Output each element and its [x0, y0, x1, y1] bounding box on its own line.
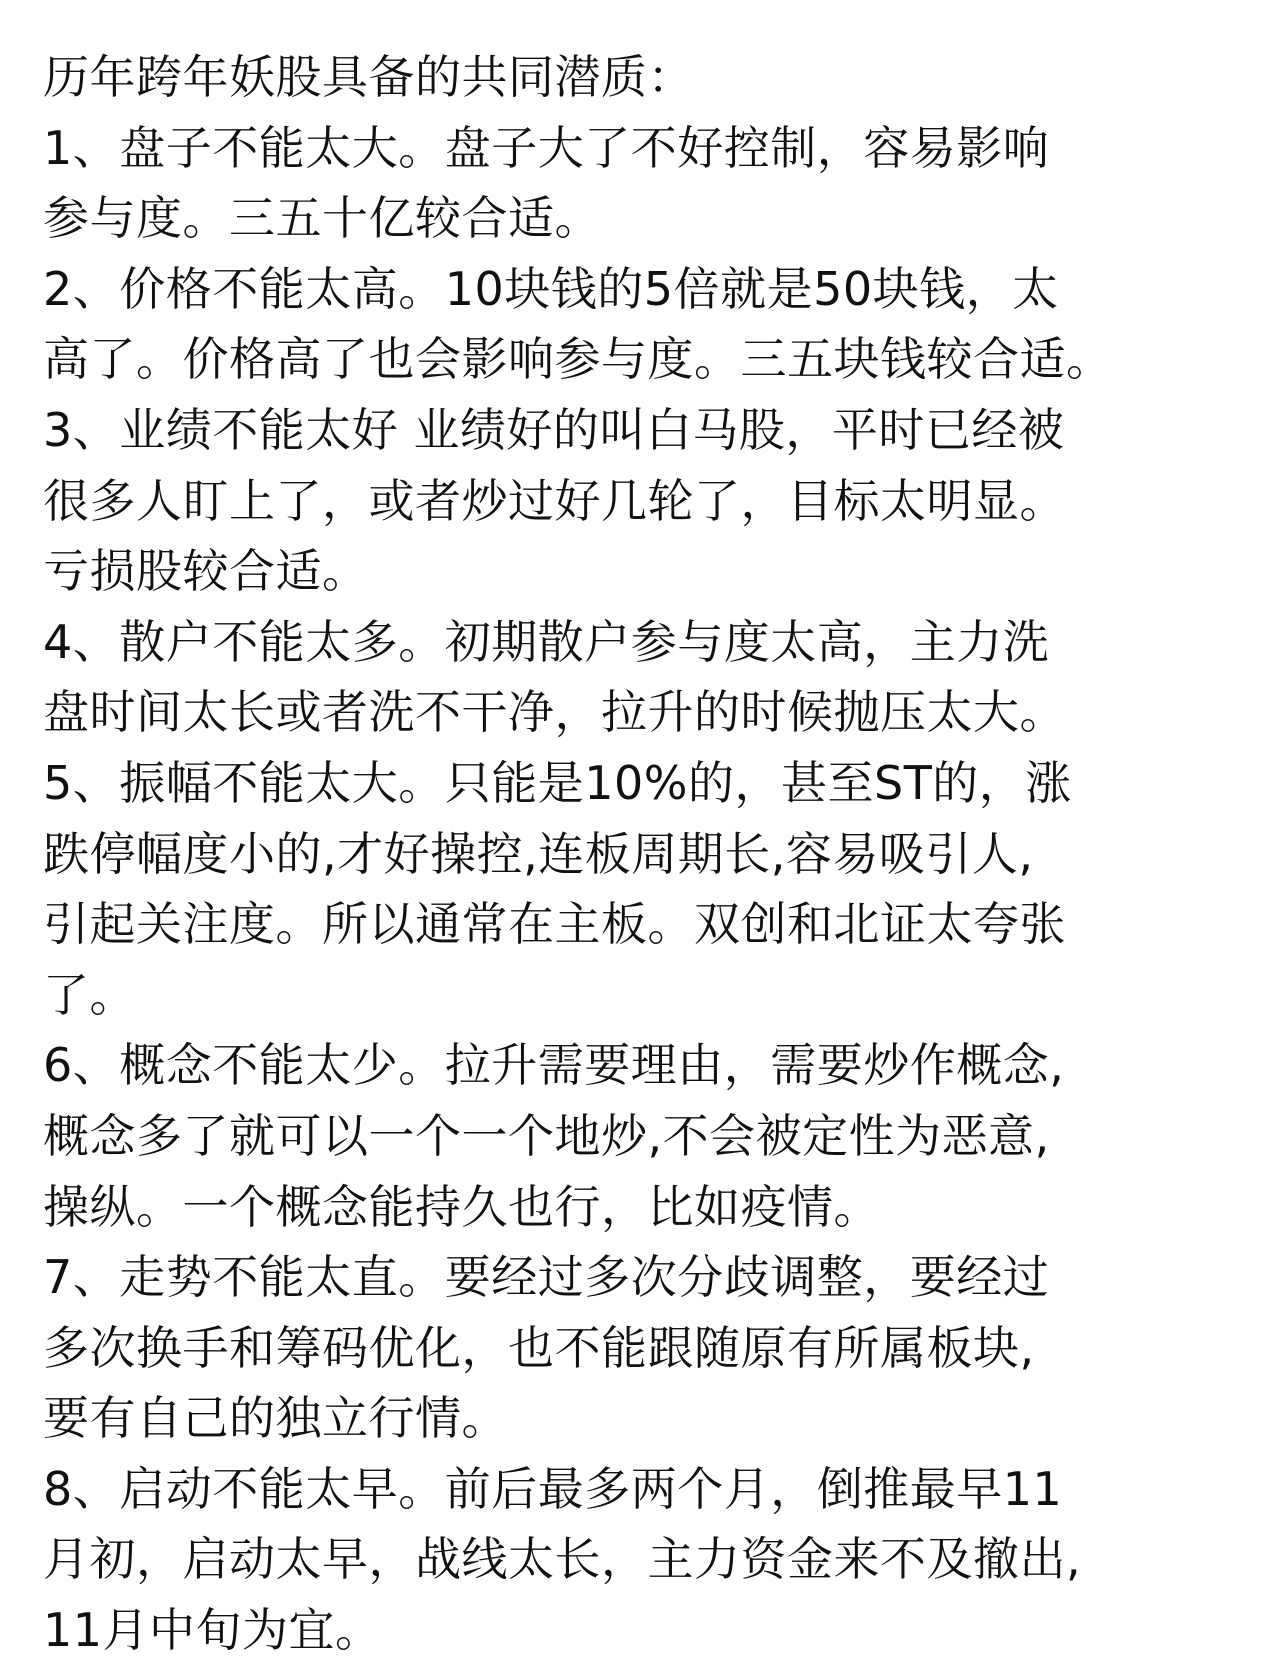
- document-body: [43, 42, 1238, 1666]
- text-line: 了。: [43, 967, 136, 1022]
- text-line: 11月中旬为宜。: [43, 1603, 382, 1658]
- text-line: 高了。价格高了也会影响参与度。三五块钱较合适。: [43, 332, 1113, 387]
- text-line: 参与度。三五十亿较合适。: [43, 191, 601, 246]
- text-line: 2、价格不能太高。10块钱的5倍就是50块钱，太: [43, 261, 1059, 316]
- text-line: 6、概念不能太少。拉升需要理由，需要炒作概念,: [43, 1038, 1065, 1093]
- text-line: 月初，启动太早，战线太长，主力资金来不及撤出,: [43, 1532, 1082, 1587]
- text-line: 3、业绩不能太好 业绩好的叫白马股，平时已经被: [43, 402, 1065, 457]
- text-line: 5、振幅不能太大。只能是10%的，甚至ST的，涨: [43, 755, 1072, 810]
- text-line: 多次换手和筹码优化，也不能跟随原有所属板块,: [43, 1320, 1035, 1375]
- text-line: 很多人盯上了，或者炒过好几轮了，目标太明显。: [43, 473, 1066, 528]
- text-line: 7、走势不能太直。要经过多次分歧调整，要经过: [43, 1250, 1050, 1305]
- text-line: 8、启动不能太早。前后最多两个月，倒推最早11: [43, 1461, 1063, 1516]
- text-line: 跌停幅度小的,才好操控,连板周期长,容易吸引人,: [43, 826, 1034, 881]
- text-line: 概念多了就可以一个一个地炒,不会被定性为恶意,: [43, 1108, 1050, 1163]
- text-line: 要有自己的独立行情。: [43, 1391, 508, 1446]
- text-line: 1、盘子不能太大。盘子大了不好控制，容易影响: [43, 120, 1050, 175]
- text-line: 亏损股较合适。: [43, 544, 369, 599]
- text-line: 操纵。一个概念能持久也行，比如疫情。: [43, 1179, 880, 1234]
- text-line: 盘时间太长或者洗不干净，拉升的时候抛压太大。: [43, 685, 1066, 740]
- text-line: 4、散户不能太多。初期散户参与度太高，主力洗: [43, 614, 1050, 669]
- document-title: 历年跨年妖股具备的共同潜质：: [43, 50, 694, 104]
- text-line: 引起关注度。所以通常在主板。双创和北证太夸张: [43, 897, 1066, 952]
